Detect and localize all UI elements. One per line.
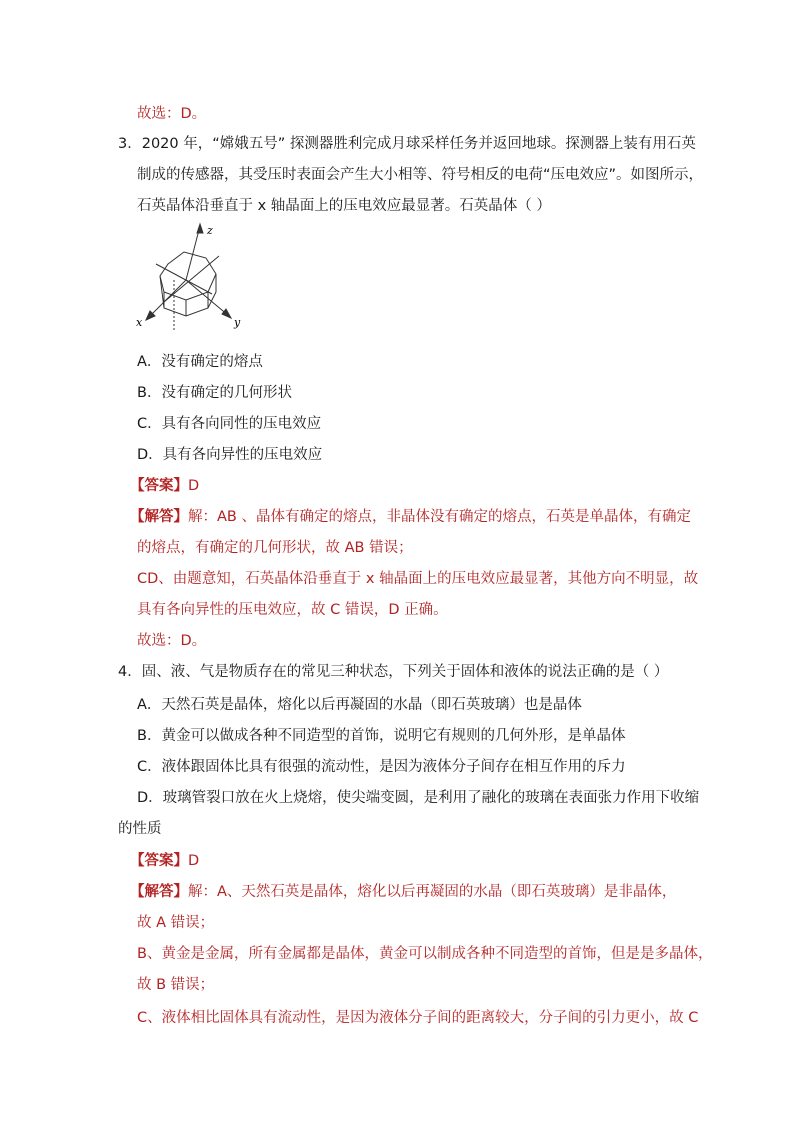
q3-option-c: C．具有各向同性的压电效应 — [137, 416, 322, 432]
y-axis-arrow — [222, 309, 231, 318]
q4-analysis-line-2: 故 A 错误； — [137, 915, 215, 931]
q4-analysis-text-1: 解：A、天然石英是晶体，熔化以后再凝固的水晶（即石英玻璃）是非晶体， — [188, 884, 677, 900]
q4-answer-value: D — [188, 853, 200, 869]
q3-option-a: A．没有确定的熔点 — [137, 354, 263, 370]
q4-analysis-line-3: B、黄金是金属，所有金属都是晶体，黄金可以制成各种不同造型的首饰，但是是多晶体， — [137, 946, 713, 962]
q4-analysis-line-1 — [130, 882, 676, 902]
q4-analysis-tag: 【解答】 — [130, 884, 188, 900]
q3-option-b: B．没有确定的几何形状 — [137, 385, 292, 401]
q4-option-c: C．液体跟固体比具有很强的流动性，是因为液体分子间存在相互作用的斥力 — [137, 759, 626, 775]
q4-stem: 4．固、液、气是物质存在的常见三种状态，下列关于固体和液体的说法正确的是（ ） — [118, 664, 669, 680]
q3-analysis-tag: 【解答】 — [130, 509, 188, 525]
q3-answer-tag: 【答案】 — [130, 478, 188, 494]
q4-option-a: A．天然石英是晶体，熔化以后再凝固的水晶（即石英玻璃）也是晶体 — [137, 697, 582, 713]
q4-answer-tag: 【答案】 — [130, 853, 188, 869]
q4-analysis-line-5: C、液体相比固体具有流动性，是因为液体分子间的距离较大，分子间的引力更小，故 C — [137, 1010, 699, 1026]
q4-answer — [130, 851, 199, 871]
q2-choice: 故选：D。 — [137, 106, 207, 122]
z-axis-arrow — [197, 224, 203, 233]
q4-option-d: D．玻璃管裂口放在火上烧熔，使尖端变圆，是利用了融化的玻璃在表面张力作用下收缩 — [137, 790, 700, 806]
q4-analysis-line-4: 故 B 错误； — [137, 977, 215, 993]
quartz-crystal-figure — [134, 222, 252, 332]
q3-choice: 故选：D。 — [137, 633, 207, 649]
q3-analysis-line-3: CD、由题意知，石英晶体沿垂直于 x 轴晶面上的压电效应最显著，其他方向不明显，故 — [137, 571, 699, 587]
q3-answer — [130, 476, 199, 496]
q3-analysis-line-2: 的熔点，有确定的几何形状，故 AB 错误； — [137, 540, 413, 556]
q4-option-d-cont: 的性质 — [118, 821, 162, 837]
q3-answer-value: D — [188, 478, 200, 494]
q3-stem-line-1: 3．2020 年，“嫦娥五号” 探测器胜利完成月球采样任务并返回地球。探测器上装有用石英 — [118, 136, 696, 152]
q3-analysis-text-1: 解：AB 、晶体有确定的熔点，非晶体没有确定的熔点，石英是单晶体，有确定 — [188, 509, 691, 525]
x-axis-label: x — [136, 316, 143, 329]
q3-stem-line-3: 石英晶体沿垂直于 x 轴晶面上的压电效应最显著。石英晶体（ ） — [137, 198, 551, 214]
q3-option-d: D．具有各向异性的压电效应 — [137, 447, 323, 463]
z-axis-label: z — [207, 224, 213, 237]
q3-stem-line-2: 制成的传感器，其受压时表面会产生大小相等、符号相反的电荷“压电效应”。如图所示， — [137, 167, 704, 183]
y-axis-label: y — [234, 316, 241, 329]
q3-analysis-line-4: 具有各向异性的压电效应，故 C 错误，D 正确。 — [137, 602, 448, 618]
q3-analysis-line-1 — [130, 507, 691, 527]
q4-option-b: B．黄金可以做成各种不同造型的首饰，说明它有规则的几何外形，是单晶体 — [137, 728, 626, 744]
